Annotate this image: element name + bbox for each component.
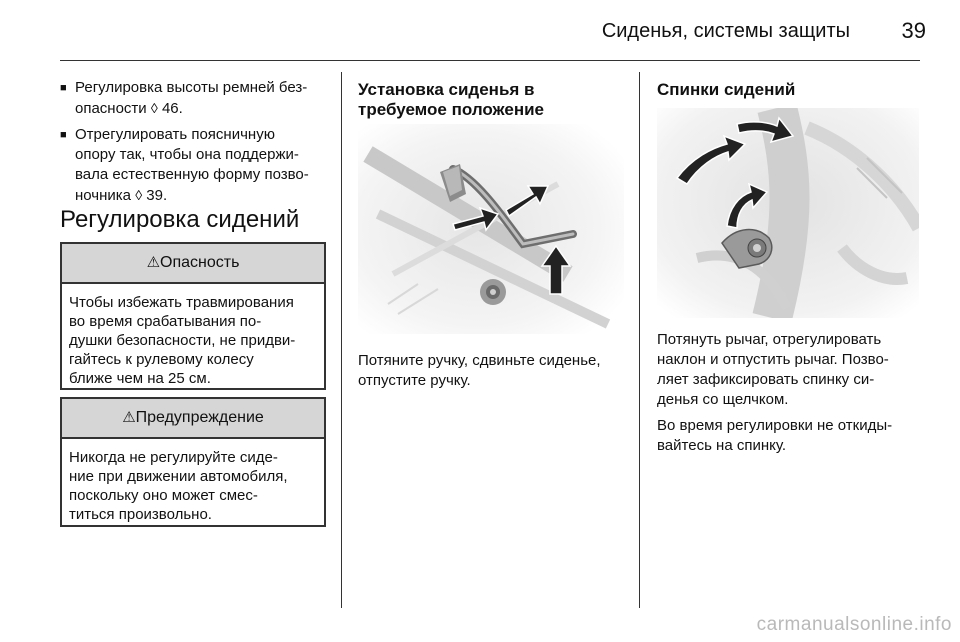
text-line: денья со щелчком. [657, 391, 789, 408]
bullet-line: вала естественную форму позво- [75, 166, 309, 183]
notice-line: во время срабатывания по- [69, 313, 262, 330]
section-title: Регулировка сидений [60, 206, 300, 233]
heading-line: Установка сиденья в [358, 80, 535, 99]
notice-line: гайтесь к рулевому колесу [69, 351, 254, 368]
notice-body [62, 284, 324, 397]
header-title: Сиденья, системы защиты [601, 20, 850, 42]
warning-notice [60, 397, 326, 527]
seat-slide-drawing [358, 124, 624, 334]
notice-title: Предупреждение [135, 409, 264, 426]
seatback-lever-drawing [657, 108, 919, 318]
bullet-item [60, 125, 332, 206]
notice-line: ние при движении автомобиля, [69, 468, 288, 485]
page-number: 39 [901, 18, 926, 43]
notice-line: душки безопасности, не придви- [69, 332, 296, 349]
notice-body [62, 439, 324, 533]
column-divider-right [639, 72, 640, 608]
seat-backs-heading: Спинки сидений [657, 80, 796, 99]
paragraph [657, 330, 919, 410]
column-divider-left [341, 72, 342, 608]
notice-line: ближе чем на 25 см. [69, 370, 211, 387]
text-line: Потянуть рычаг, отрегулировать [657, 331, 882, 348]
watermark: carmanualsonline.info [756, 614, 952, 635]
notice-line: титься произвольно. [69, 506, 212, 523]
notice-header [62, 399, 324, 439]
seat-position-heading [358, 80, 628, 120]
page-ref-icon: ◊ [135, 187, 143, 203]
notice-line: Никогда не регулируйте сиде- [69, 449, 278, 466]
seat-position-caption [358, 351, 634, 391]
bullet-item [60, 78, 332, 119]
text-line: вайтесь на спинку. [657, 437, 787, 454]
bullet-line: Отрегулировать поясничную [75, 126, 275, 143]
bullet-line: Регулировка высоты ремней без- [75, 79, 308, 96]
bullet-square-icon: ■ [60, 82, 67, 94]
paragraph [657, 416, 919, 456]
text-line: наклон и отпустить рычаг. Позво- [657, 351, 889, 368]
heading-line: требуемое положение [358, 100, 545, 119]
bullet-square-icon: ■ [60, 129, 67, 141]
notice-title: Опасность [160, 254, 240, 271]
caption-line: Потяните ручку, сдвиньте сиденье, [358, 352, 601, 369]
seat-backs-text [657, 330, 919, 462]
text-line: Во время регулировки не откиды- [657, 417, 893, 434]
notice-header [62, 244, 324, 284]
header-rule [60, 60, 920, 61]
page-reference: 39. [146, 187, 168, 204]
caption-line: отпустите ручку. [358, 372, 471, 389]
bullet-line: ночника [75, 187, 132, 204]
bullet-line: опору так, чтобы она поддержи- [75, 146, 299, 163]
bullet-line: опасности [75, 100, 147, 117]
seatback-lever-illustration [657, 108, 919, 318]
page-reference: 46. [161, 100, 183, 117]
page-ref-icon: ◊ [150, 100, 158, 116]
bullet-list [60, 78, 332, 212]
warning-triangle-icon: ⚠ [122, 409, 136, 426]
warning-triangle-icon: ⚠ [146, 254, 161, 271]
danger-notice [60, 242, 326, 390]
notice-line: Чтобы избежать травмирования [69, 294, 294, 311]
text-line: ляет зафиксировать спинку си- [657, 371, 875, 388]
seat-slide-illustration [358, 124, 624, 334]
notice-line: поскольку оно может смес- [69, 487, 258, 504]
